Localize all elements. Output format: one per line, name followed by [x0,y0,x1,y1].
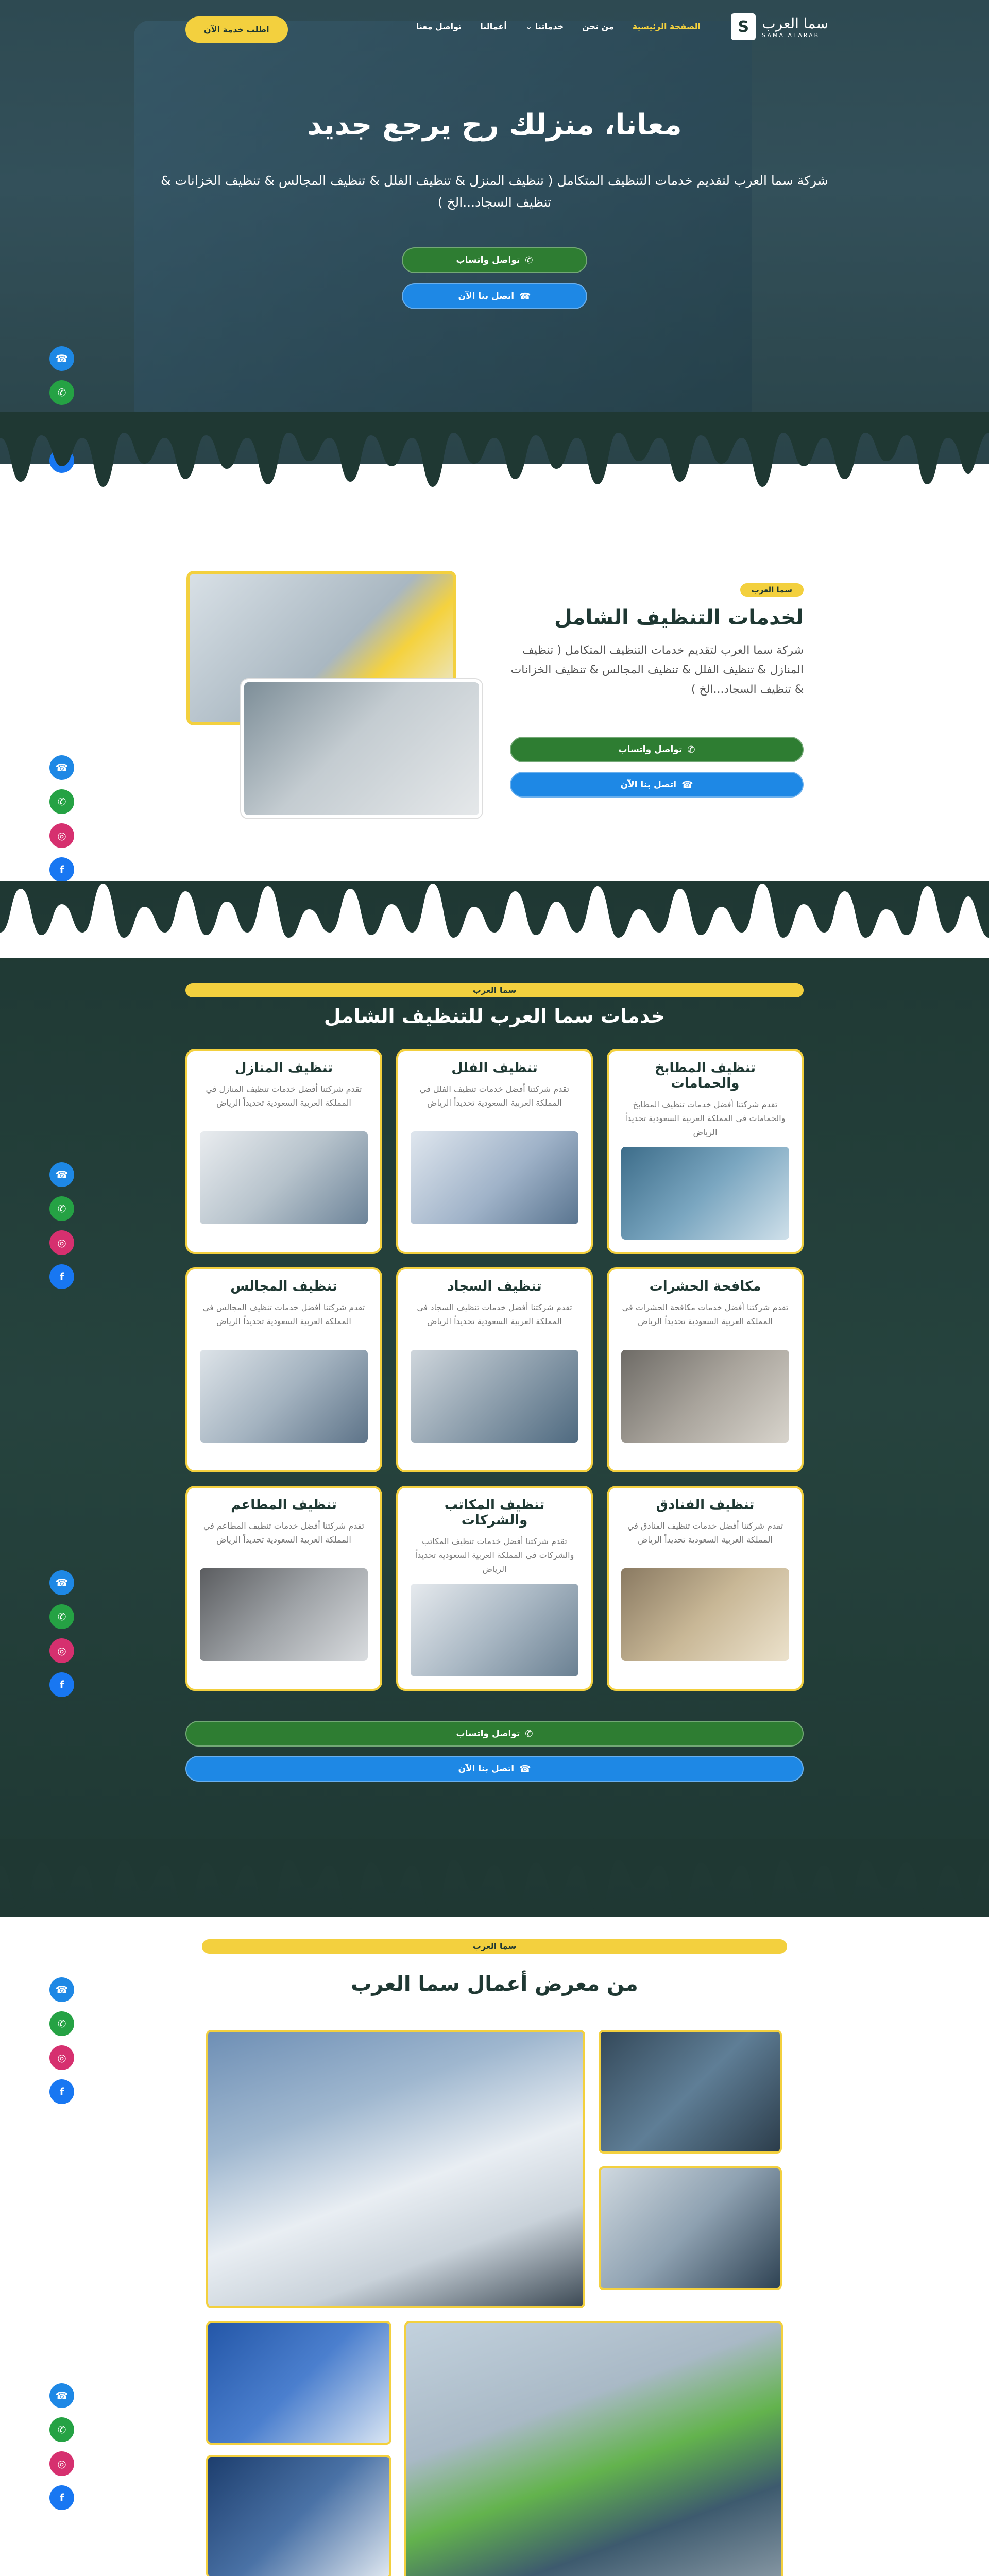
nav-item-works[interactable]: أعمالنا [480,22,507,31]
service-title: تنظيف المكاتب والشركات [444,1497,545,1528]
facebook-icon[interactable]: f [49,2079,74,2104]
service-card[interactable] [396,1267,593,1472]
instagram-icon[interactable]: ◎ [49,2451,74,2476]
service-text: تقدم شركتنا أفضل خدمات مكافحة الحشرات في المملكة العربية السعودية تحديداً الرياض [622,1302,789,1326]
whatsapp-icon[interactable]: ✆ [49,2417,74,2442]
service-image [411,1584,578,1676]
service-title: تنظيف الفلل [451,1060,538,1076]
service-text: تقدم شركتنا أفضل خدمات تنظيف المجالس في المملكة العربية السعودية تحديداً الرياض [202,1302,365,1326]
service-image [411,1131,578,1224]
drip-divider [0,881,989,958]
service-text: تقدم شركتنا أفضل خدمات تنظيف المكاتب والشركات في المملكة العربية السعودية تحديداً الرياض [415,1536,574,1574]
social-bar [49,755,74,882]
gallery-title: من معرض أعمال سما العرب [351,1972,638,1996]
service-image [200,1131,368,1224]
call-button-label: اتصل بنا الآن [458,291,515,301]
top-nav [0,13,989,44]
service-title: تنظيف المطابخ والحمامات [654,1060,756,1091]
gallery-image-vehicles[interactable] [206,2321,391,2445]
nav-item-home[interactable]: الصفحة الرئيسية [632,22,701,31]
phone-icon[interactable]: ☎ [49,1977,74,2002]
services-title: خدمات سما العرب للتنظيف الشامل [323,1005,666,1027]
hero-background-van [134,21,752,422]
whatsapp-icon[interactable]: ✆ [49,2011,74,2036]
service-text: تقدم شركتنا أفضل خدمات تنظيف الفلل في المملكة العربية السعودية تحديداً الرياض [419,1084,570,1108]
service-text: تقدم شركتنا أفضل خدمات تنظيف المطاعم في المملكة العربية السعودية تحديداً الرياض [203,1521,365,1545]
facebook-icon[interactable]: f [49,857,74,882]
service-image [411,1350,578,1443]
nav-item-services[interactable] [525,22,564,31]
call-button[interactable] [510,772,804,798]
service-title: تنظيف السجاد [447,1279,542,1294]
instagram-icon[interactable]: ◎ [49,823,74,848]
social-bar [49,1162,74,1289]
service-image [621,1350,789,1443]
call-button-label: اتصل بنا الآن [620,779,677,790]
social-bar [49,2383,74,2510]
service-title: مكافحة الحشرات [649,1279,761,1294]
service-image [621,1568,789,1661]
service-card[interactable] [607,1267,804,1472]
service-card[interactable] [185,1486,382,1691]
facebook-icon[interactable]: f [49,2485,74,2510]
about-badge: سما العرب [740,583,804,597]
service-title: تنظيف المطاعم [231,1497,337,1513]
service-text: تقدم شركتنا أفضل خدمات تنظيف المطابخ والحمامات في المملكة العربية السعودية تحديداً الرياض [625,1099,786,1137]
service-card[interactable] [185,1049,382,1254]
whatsapp-button-label: تواصل واتساب [618,744,683,755]
services-badge: سما العرب [185,983,804,997]
nav-item-services-label: خدماتنا [535,22,564,31]
call-button-label: اتصل بنا الآن [458,1764,515,1774]
hero-buttons [402,247,587,309]
call-button[interactable] [402,283,587,309]
phone-icon: ☎ [519,1763,531,1774]
phone-icon: ☎ [681,779,693,790]
facebook-icon[interactable]: f [49,1672,74,1697]
nav-item-contact[interactable]: تواصل معنا [416,22,462,31]
facebook-icon[interactable]: f [49,1264,74,1289]
whatsapp-icon: ✆ [525,255,533,266]
instagram-icon[interactable]: ◎ [49,1230,74,1255]
about-text [510,583,804,700]
service-card[interactable] [396,1049,593,1254]
gallery-badge: سما العرب [202,1939,787,1954]
service-title: تنظيف المنازل [234,1060,333,1076]
call-button[interactable] [185,1756,804,1782]
about-title: لخدمات التنظيف الشامل [554,606,804,630]
instagram-icon[interactable]: ◎ [49,1638,74,1663]
whatsapp-button[interactable] [510,737,804,762]
phone-icon[interactable]: ☎ [49,346,74,371]
social-bar [49,1977,74,2104]
whatsapp-icon: ✆ [525,1728,533,1739]
drip-divider [0,1839,989,1917]
service-title: تنظيف المجالس [230,1279,337,1294]
nav-item-about[interactable]: من نحن [582,22,614,31]
service-text: تقدم شركتنا أفضل خدمات تنظيف السجاد في المملكة العربية السعودية تحديداً الرياض [417,1302,572,1326]
service-image [200,1568,368,1661]
order-service-button[interactable]: اطلب خدمة الآن [185,16,288,43]
service-image [621,1147,789,1240]
phone-icon[interactable]: ☎ [49,1162,74,1187]
service-image [200,1350,368,1443]
drip-divider [0,412,989,489]
gallery-image-van[interactable] [206,2030,585,2308]
whatsapp-icon[interactable]: ✆ [49,1196,74,1221]
whatsapp-icon[interactable]: ✆ [49,789,74,814]
service-card[interactable] [607,1049,804,1254]
service-text: تقدم شركتنا أفضل خدمات تنظيف المنازل في المملكة العربية السعودية تحديداً الرياض [206,1084,362,1108]
whatsapp-button-label: تواصل واتساب [456,1728,520,1739]
whatsapp-icon: ✆ [687,744,695,755]
about-paragraph: شركة سما العرب لتقديم خدمات التنظيف المتكامل ( تنظيف المنازل & تنظيف الفلل & تنظيف المجالس & تنظيف الخزانات & تنظيف السجاد...الخ ) [510,644,804,696]
hero-section [0,0,989,464]
logo-name-en: SAMA ALARAB [762,32,820,39]
service-card[interactable] [185,1267,382,1472]
about-buttons [510,737,804,798]
logo-name-ar: سما العرب [762,15,828,32]
gallery-image-sprayer[interactable] [404,2321,783,2576]
hero-title: معانا، منزلك رح يرجع جديد [307,108,682,142]
whatsapp-icon[interactable]: ✆ [49,380,74,405]
services-grid [185,1049,804,1691]
social-bar [49,1570,74,1697]
whatsapp-button[interactable] [402,247,587,273]
services-buttons [185,1721,804,1782]
hero-description: شركة سما العرب لتقديم خدمات التنظيف المتكامل ( تنظيف المنزل & تنظيف الفلل & تنظيف المجالس & تنظيف الخزانات & تنظيف السجاد...الخ ) [161,173,828,210]
phone-icon[interactable]: ☎ [49,755,74,780]
service-card[interactable] [396,1486,593,1691]
main-menu [416,22,701,31]
phone-icon: ☎ [519,291,531,302]
instagram-icon[interactable]: ◎ [49,2045,74,2070]
service-card[interactable] [607,1486,804,1691]
phone-icon[interactable]: ☎ [49,2383,74,2408]
whatsapp-button-label: تواصل واتساب [456,255,520,265]
gallery-image-floor[interactable] [599,2030,782,2154]
whatsapp-button[interactable] [185,1721,804,1747]
chevron-down-icon: ⌄ [525,22,533,31]
service-text: تقدم شركتنا أفضل خدمات تنظيف الفنادق في المملكة العربية السعودية تحديداً الرياض [627,1521,783,1545]
site-logo[interactable] [731,13,828,40]
about-image-steam [241,679,482,818]
phone-icon[interactable]: ☎ [49,1570,74,1595]
gallery-image-tiles[interactable] [206,2455,391,2576]
whatsapp-icon[interactable]: ✆ [49,1604,74,1629]
logo-mark-icon: S [731,13,756,40]
service-title: تنظيف الفنادق [656,1497,755,1513]
gallery-image-grinder[interactable] [599,2166,782,2290]
